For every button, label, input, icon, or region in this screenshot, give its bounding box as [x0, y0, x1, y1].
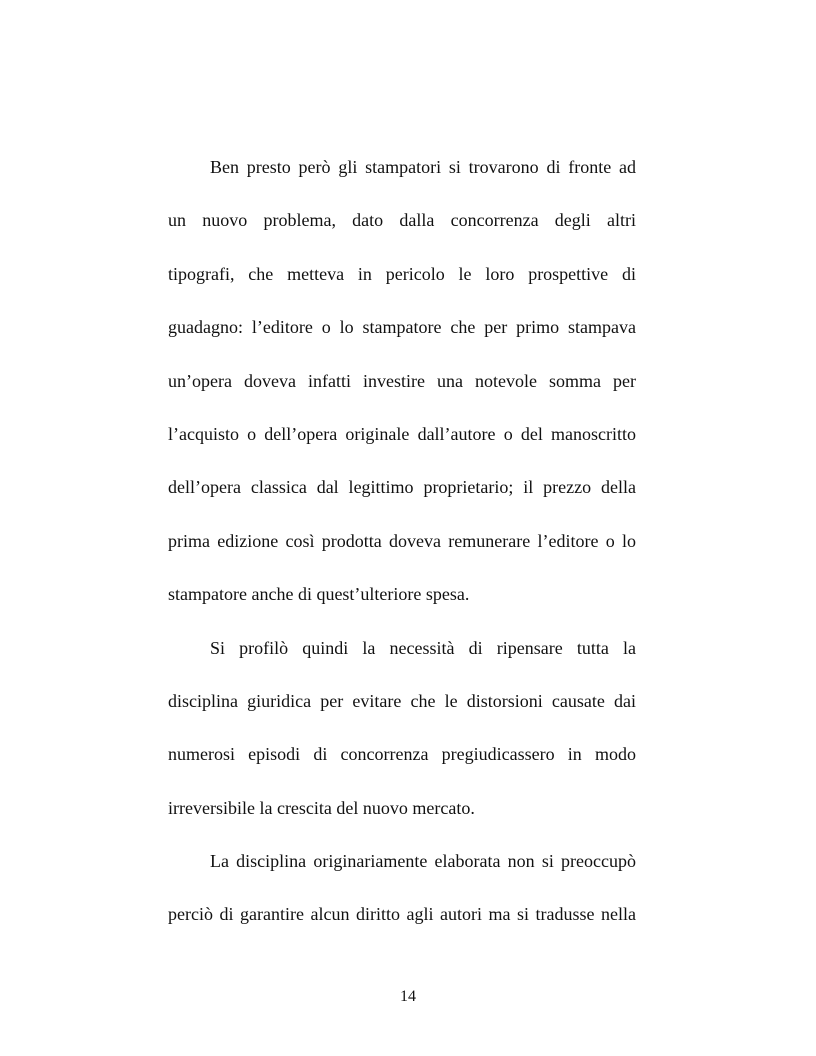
paragraph-2-line-2: disciplina giuridica per evitare che le distorsioni causate dai	[168, 690, 636, 711]
paragraph-2-line-1: Si profilò quindi la necessità di ripensare tutta la	[210, 637, 636, 658]
paragraph-1-line-2: un nuovo problema, dato dalla concorrenza degli altri	[168, 210, 636, 231]
page-number: 14	[400, 988, 416, 1005]
paragraph-1-line-1: Ben presto però gli stampatori si trovarono di fronte ad	[210, 157, 636, 177]
paragraph-1-line-7: dell’opera classica dal legittimo proprietario; il prezzo della	[168, 477, 636, 498]
paragraph-3-line-1: La disciplina originariamente elaborata non si preoccupò	[210, 851, 636, 872]
paragraph-1-line-5: un’opera doveva infatti investire una notevole somma per	[168, 370, 636, 391]
paragraph-2-line-4: irreversibile la crescita del nuovo mercato.	[168, 797, 475, 818]
paragraph-1-line-6: l’acquisto o dell’opera originale dall’autore o del manoscritto	[168, 423, 636, 444]
paragraph-2-line-3: numerosi episodi di concorrenza pregiudicassero in modo	[168, 744, 636, 765]
paragraph-1-line-8: prima edizione così prodotta doveva remunerare l’editore o lo	[168, 530, 636, 551]
paragraph-3-line-2: perciò di garantire alcun diritto agli autori ma si tradusse nella	[168, 904, 636, 925]
paragraph-1-line-4: guadagno: l’editore o lo stampatore che per primo stampava	[168, 317, 636, 338]
body-text	[168, 146, 636, 947]
paragraph-1-line-3: tipografi, che metteva in pericolo le loro prospettive di	[168, 263, 636, 284]
paragraph-1-line-9: stampatore anche di quest’ulteriore spesa.	[168, 584, 470, 605]
